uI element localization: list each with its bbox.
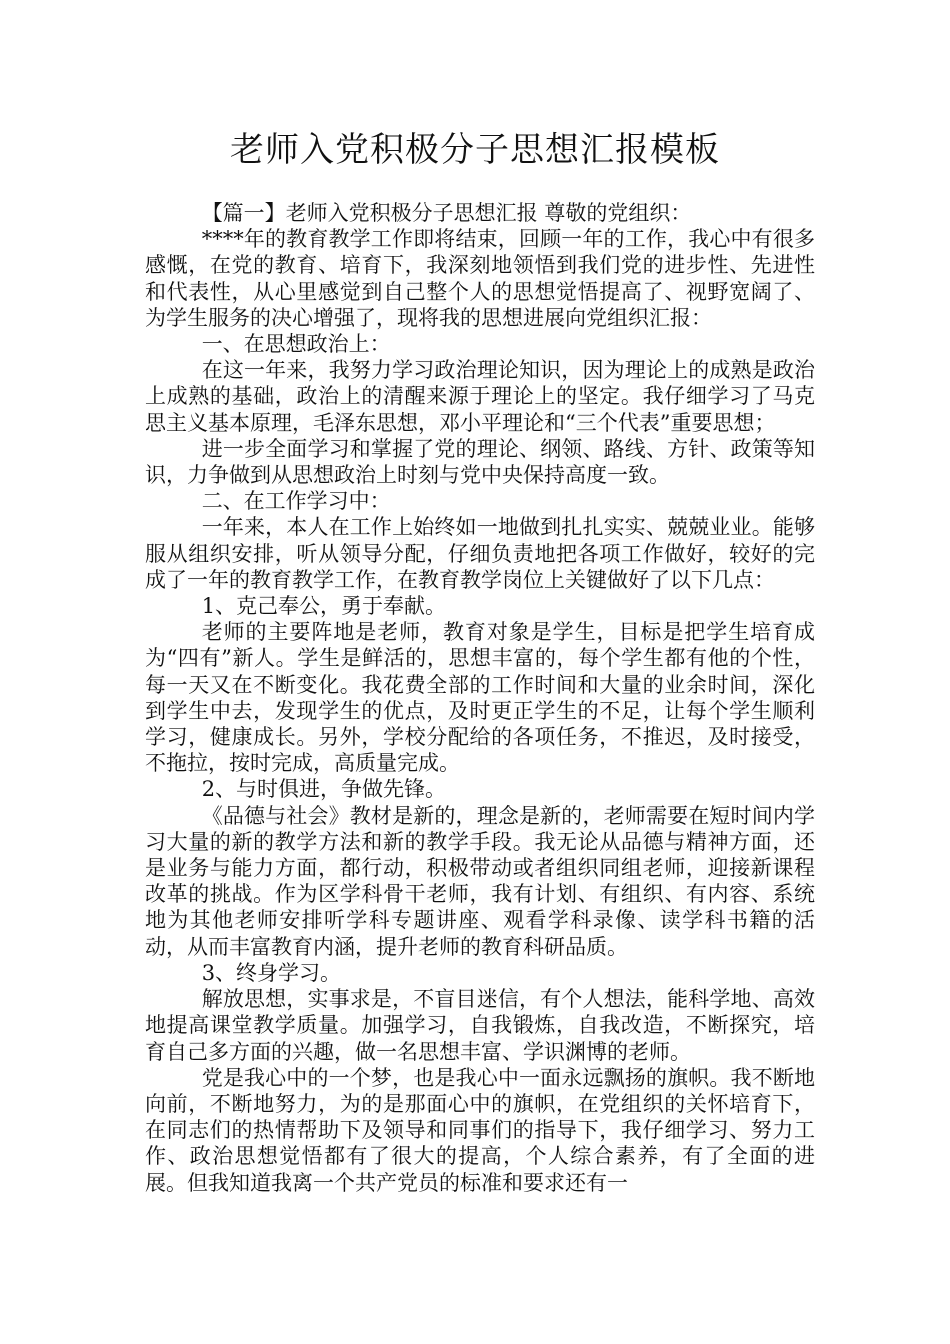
section-heading-work: 二、在工作学习中： xyxy=(201,489,391,514)
subheading-progress: 2、与时俱进，争做先锋。 xyxy=(201,777,447,802)
subheading-dedication: 1、克己奉公，勇于奉献。 xyxy=(201,594,447,619)
body-paragraph: 《品德与社会》教材是新的，理念是新的，老师需要在短时间内学习大量的新的教学方法和新的教学手段。我无论从品德与精神方面，还是业务与能力方面，都行动，积极带动或者组织同组老师，迎接新课程改革的挑战。作为区学科骨干老师，我有计划、有组织、有内容、系统地为其他老师安排听学科专题讲座、观看学科录像、读学科书籍的活动，从而丰富教育内涵，提升老师的教育科研品质。 xyxy=(145,803,815,959)
intro-paragraph: ****年的教育教学工作即将结束，回顾一年的工作，我心中有很多感慨，在党的教育、培育下，我深刻地领悟到我们党的进步性、先进性和代表性，从心里感觉到自己整个人的思想觉悟提高了、视野宽阔了、为学生服务的决心增强了，现将我的思想进展向党组织汇报： xyxy=(145,227,815,330)
body-paragraph: 老师的主要阵地是老师，教育对象是学生，目标是把学生培育成为“四有”新人。学生是鲜活的，思想丰富的，每个学生都有他的个性，每一天又在不断变化。我花费全部的工作时间和大量的业余时间，深化到学生中去，发现学生的优点，及时更正学生的不足，让每个学生顺利学习，健康成长。另外，学校分配给的各项任务，不推迟，及时接受，不拖拉，按时完成，高质量完成。 xyxy=(145,620,815,776)
body-paragraph: 一年来，本人在工作上始终如一地做到扎扎实实、兢兢业业。能够服从组织安排，听从领导分配，仔细负责地把各项工作做好，较好的完成了一年的教育教学工作，在教育教学岗位上关键做好了以下几点： xyxy=(145,515,815,592)
body-paragraph: 进一步全面学习和掌握了党的理论、纲领、路线、方针、政策等知识，力争做到从思想政治上时刻与党中央保持高度一致。 xyxy=(145,436,815,488)
document-title: 老师入党积极分子思想汇报模板 xyxy=(230,130,720,170)
section-heading-political: 一、在思想政治上： xyxy=(201,332,391,357)
document-body xyxy=(145,200,815,1196)
body-paragraph: 在这一年来，我努力学习政治理论知识，因为理论上的成熟是政治上成熟的基础，政治上的清醒来源于理论上的坚定。我仔细学习了马克思主义基本原理，毛泽东思想，邓小平理论和“三个代表”重要思想； xyxy=(145,358,815,435)
salutation-paragraph: 【篇一】老师入党积极分子思想汇报 尊敬的党组织： xyxy=(201,201,692,225)
body-paragraph: 解放思想，实事求是，不盲目迷信，有个人想法，能科学地、高效地提高课堂教学质量。加强学习，自我锻炼，自我改造，不断探究，培育自己多方面的兴趣，做一名思想丰富、学识渊博的老师。 xyxy=(145,987,815,1064)
subheading-lifelong-learning: 3、终身学习。 xyxy=(201,960,342,985)
body-paragraph: 党是我心中的一个梦，也是我心中一面永远飘扬的旗帜。我不断地向前，不断地努力，为的是那面心中的旗帜，在党组织的关怀培育下，在同志们的热情帮助下及领导和同事们的指导下，我仔细学习、努力工作、政治思想觉悟都有了很大的提高，个人综合素养，有了全面的进展。但我知道我离一个共产党员的标准和要求还有一 xyxy=(145,1065,815,1195)
